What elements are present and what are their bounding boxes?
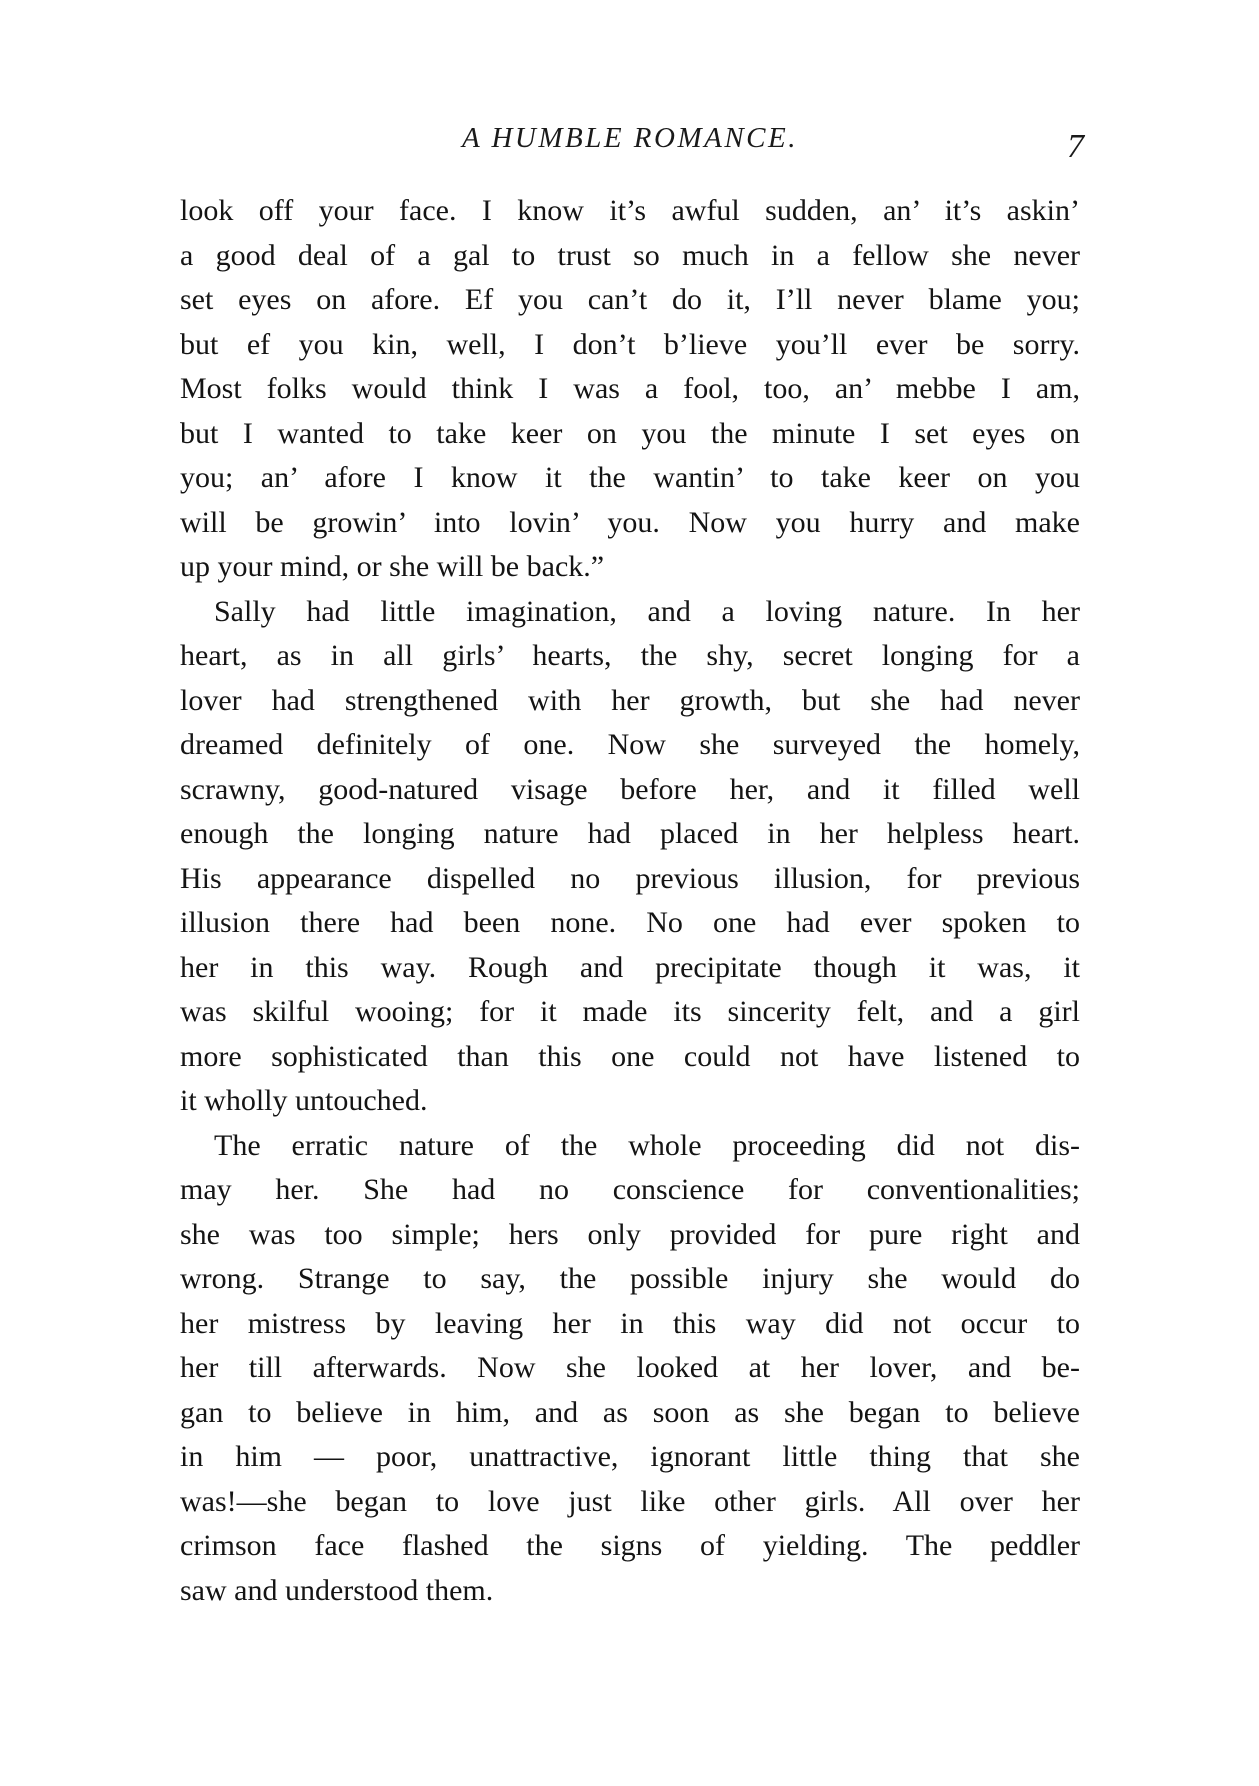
text-line: scrawny, good-natured visage before her, and it filled well — [180, 772, 1080, 806]
text-line: more sophisticated than this one could not have listened to — [180, 1039, 1080, 1073]
text-line: illusion there had been none. No one had ever spoken to — [180, 906, 1080, 939]
text-line: crimson face flashed the signs of yielding. The peddler — [180, 1529, 1080, 1562]
text-line: a good deal of a gal to trust so much in a fellow she never — [180, 238, 1080, 272]
text-line: but I wanted to take keer on you the minute I set eyes on — [180, 416, 1080, 450]
text-line: you; an’ afore I know it the wantin’ to take keer on you — [180, 461, 1080, 494]
running-head — [180, 122, 1084, 165]
text-line: Sally had little imagination, and a loving nature. In her — [214, 594, 1080, 628]
body-text — [180, 189, 1080, 1613]
text-line: was skilful wooing; for it made its sincerity felt, and a girl — [180, 995, 1080, 1028]
paragraph-2 — [180, 590, 1080, 1124]
text-line: The erratic nature of the whole proceeding did not dis- — [214, 1128, 1080, 1162]
text-line: gan to believe in him, and as soon as she began to believe — [180, 1395, 1080, 1429]
text-line: her mistress by leaving her in this way did not occur to — [180, 1306, 1080, 1340]
text-line: look off your face. I know it’s awful sudden, an’ it’s askin’ — [180, 194, 1080, 227]
text-line: set eyes on afore. Ef you can’t do it, I’ll never blame you; — [180, 283, 1080, 316]
page-number: 7 — [1067, 128, 1084, 165]
running-title: A HUMBLE ROMANCE. — [462, 122, 798, 154]
text-line: but ef you kin, well, I don’t b’lieve you’ll ever be sorry. — [180, 327, 1080, 361]
paragraph-3 — [180, 1124, 1080, 1614]
text-line: His appearance dispelled no previous illusion, for previous — [180, 861, 1080, 895]
text-line: up your mind, or she will be back.” — [180, 550, 605, 583]
text-line: saw and understood them. — [180, 1573, 494, 1607]
text-line: she was too simple; hers only provided for pure right and — [180, 1217, 1080, 1251]
text-line: lover had strengthened with her growth, but she had never — [180, 683, 1080, 717]
text-line: Most folks would think I was a fool, too, an’ mebbe I am, — [180, 372, 1080, 405]
text-line: wrong. Strange to say, the possible injury she would do — [180, 1262, 1080, 1295]
text-line: her in this way. Rough and precipitate though it was, it — [180, 950, 1080, 984]
text-line: it wholly untouched. — [180, 1084, 428, 1117]
paragraph-1 — [180, 189, 1080, 590]
text-line: was!—she began to love just like other girls. All over her — [180, 1484, 1080, 1518]
text-line: dreamed definitely of one. Now she surveyed the homely, — [180, 728, 1080, 761]
text-line: her till afterwards. Now she looked at her lover, and be- — [180, 1351, 1080, 1384]
text-line: will be growin’ into lovin’ you. Now you hurry and make — [180, 505, 1080, 539]
text-line: in him — poor, unattractive, ignorant little thing that she — [180, 1440, 1080, 1473]
text-line: heart, as in all girls’ hearts, the shy, secret longing for a — [180, 639, 1080, 672]
text-line: may her. She had no conscience for conventionalities; — [180, 1173, 1080, 1206]
text-line: enough the longing nature had placed in her helpless heart. — [180, 817, 1080, 850]
